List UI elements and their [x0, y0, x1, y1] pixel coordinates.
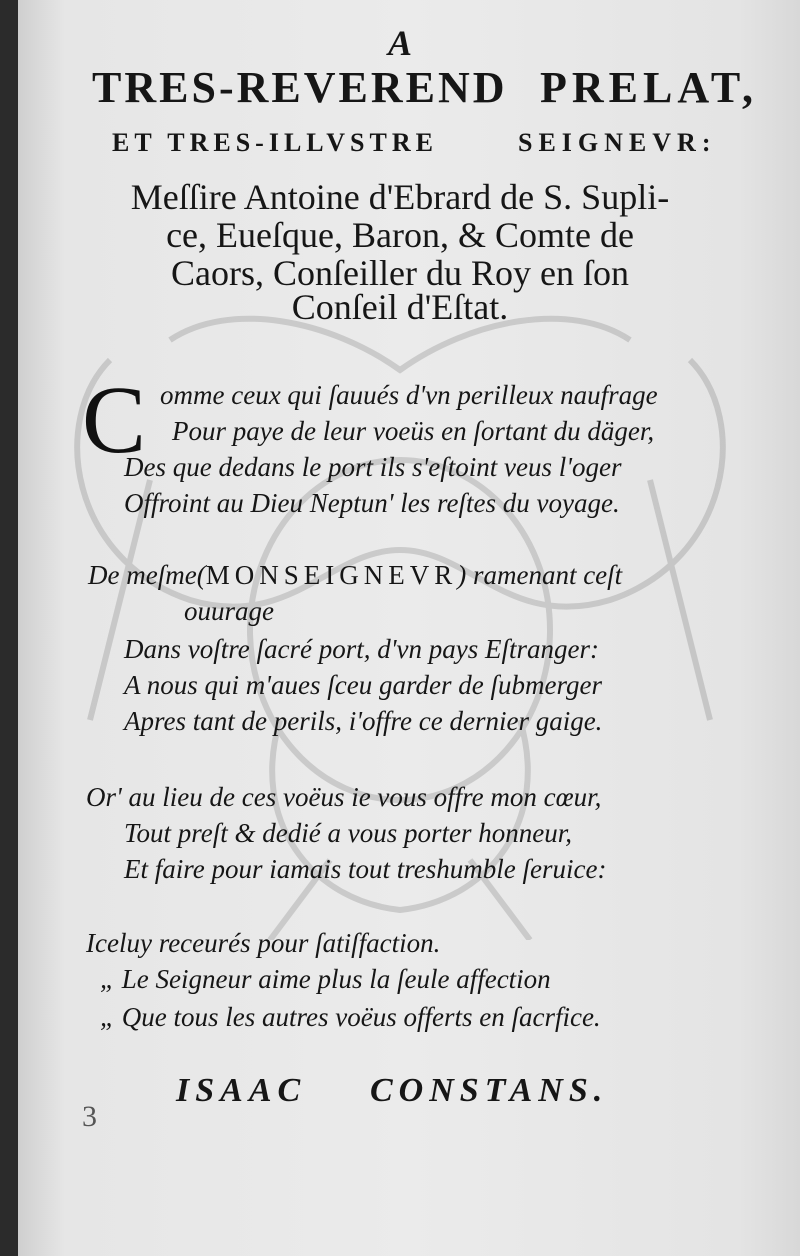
- verse-line: Iceluy receurés pour ſatiſfaction.: [86, 928, 441, 958]
- verse-line: Et faire pour iamais tout treshumble ſeruice:: [124, 854, 607, 884]
- verse-segment-caps: MONSEIGNEVR: [205, 560, 458, 590]
- verse-line: Des que dedans le port ils s'eſtoint veus l'oger: [124, 452, 622, 482]
- verse-line: ouurage: [184, 596, 274, 626]
- verse-line: A nous qui m'aues ſceu garder de ſubmerger: [124, 670, 602, 700]
- dedication-name-line: Conſeil d'Eſtat.: [291, 287, 509, 327]
- dedication-title-left: TRES-REVEREND: [92, 63, 508, 112]
- author-first-name: ISAAC: [176, 1072, 307, 1109]
- margin-mark: 3: [82, 1100, 97, 1133]
- verse-line: „ Que tous les autres voëus offerts en ſacrfice.: [100, 1002, 601, 1032]
- verse-line: Offroint au Dieu Neptun' les reſtes du voyage.: [124, 488, 620, 518]
- verse-line: [88, 560, 800, 591]
- dedication-title-right: PRELAT,: [540, 63, 758, 112]
- verse-line: Apres tant de perils, i'offre ce dernier gaige.: [124, 706, 603, 736]
- verse-segment: ) ramenant ceſt: [457, 560, 623, 590]
- dedication-name-line: Meſſire Antoine d'Ebrard de S. Supli-: [130, 177, 670, 217]
- dedication-name-line: Caors, Conſeiller du Roy en ſon: [171, 253, 629, 293]
- verse-line: omme ceux qui ſauués d'vn perilleux naufrage: [160, 380, 658, 410]
- verse-line: Or' au lieu de ces voëus ie vous offre mon cœur,: [86, 782, 602, 812]
- dedication-subtitle-right: SEIGNEVR:: [518, 128, 717, 157]
- dedication-subtitle-left: ET TRES-ILLVSTRE: [112, 128, 438, 157]
- verse-line: „ Le Seigneur aime plus la ſeule affection: [100, 964, 551, 994]
- sonnet-drop-cap: C: [82, 366, 147, 473]
- dedication-name-line: ce, Eueſque, Baron, & Comte de: [166, 215, 634, 255]
- verse-line: Tout preſt & dedié a vous porter honneur,: [124, 818, 572, 848]
- verse-line: Dans voſtre ſacré port, d'vn pays Eſtranger:: [124, 634, 599, 664]
- author-last-name: CONSTANS.: [370, 1072, 609, 1109]
- verse-line: Pour paye de leur voeüs en ſortant du däger,: [172, 416, 655, 446]
- verse-segment: De meſme(: [88, 560, 206, 590]
- dedication-initial: A: [387, 23, 412, 63]
